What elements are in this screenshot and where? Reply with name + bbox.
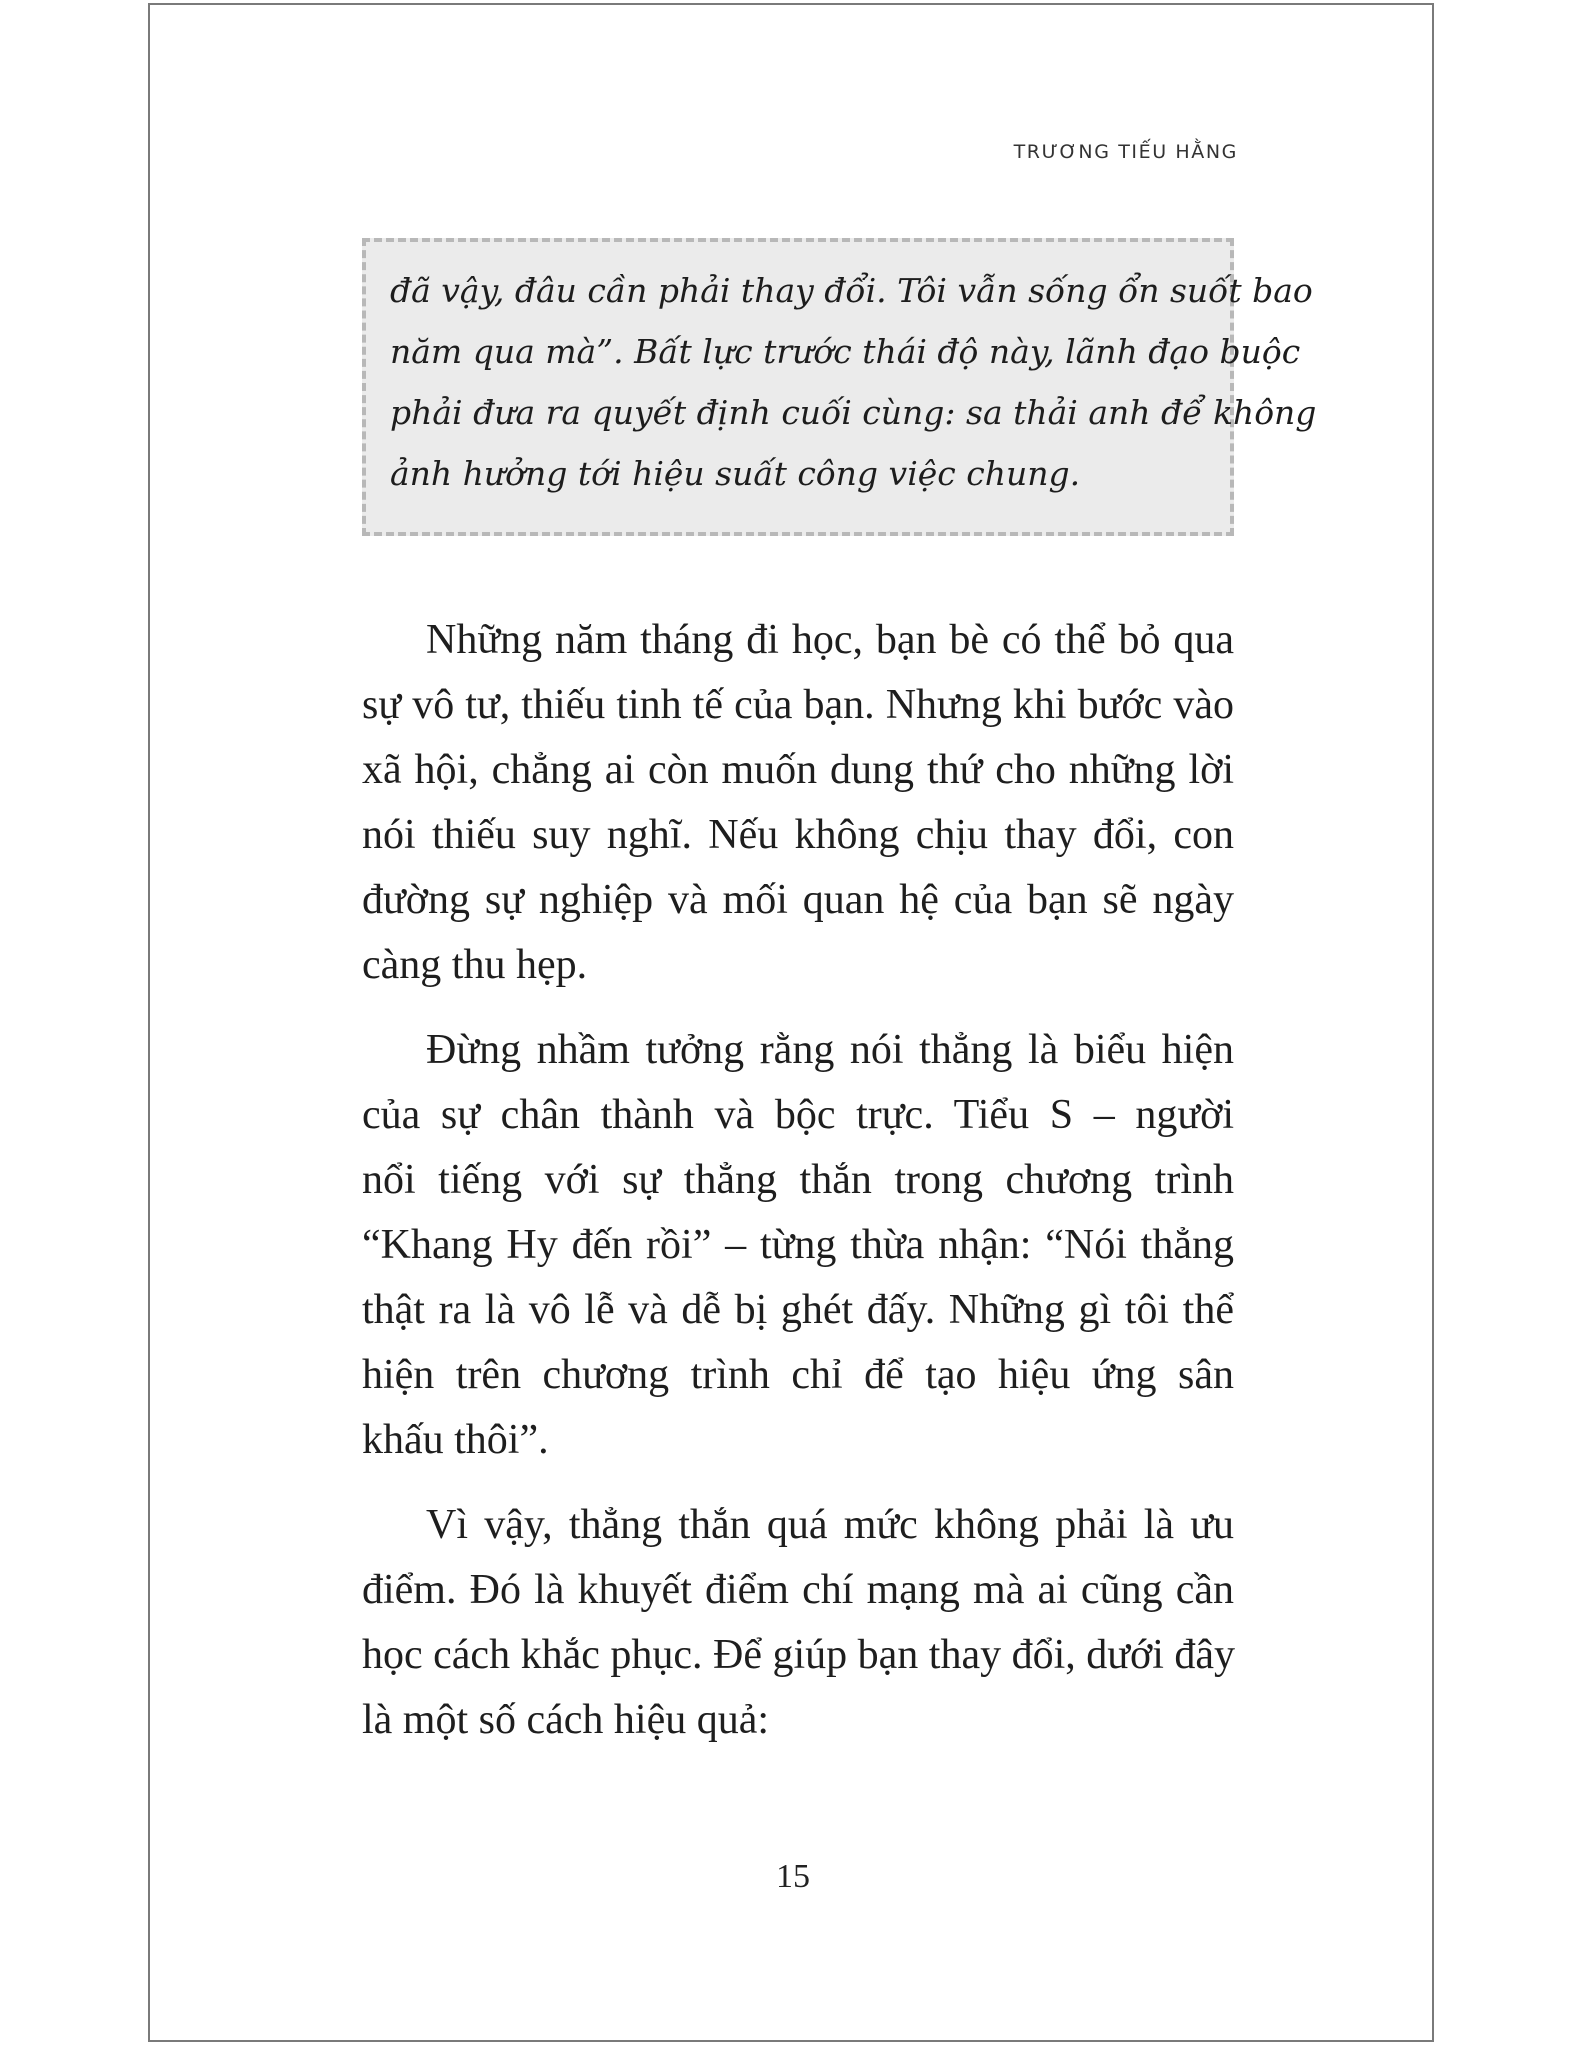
- quote-line: phải đưa ra quyết định cuối cùng: sa thải anh để không: [390, 393, 1317, 432]
- text-line: Đừng nhầm tưởng rằng nói thẳng là biểu hiện: [426, 1027, 1234, 1073]
- text-line: hiện trên chương trình chỉ để tạo hiệu ứng sân: [362, 1352, 1234, 1398]
- text-line: sự vô tư, thiếu tinh tế của bạn. Nhưng khi bước vào: [362, 682, 1234, 728]
- running-header: TRƯƠNG TIẾU HẰNG: [1013, 141, 1238, 163]
- text-line: “Khang Hy đến rồi” – từng thừa nhận: “Nói thẳng: [362, 1222, 1234, 1268]
- text-line: càng thu hẹp.: [362, 942, 588, 988]
- text-line: điểm. Đó là khuyết điểm chí mạng mà ai cũng cần: [362, 1567, 1234, 1613]
- paragraph: [362, 608, 1234, 998]
- text-line: thật ra là vô lễ và dễ bị ghét đấy. Những gì tôi thể: [362, 1287, 1234, 1333]
- text-line: nói thiếu suy nghĩ. Nếu không chịu thay đổi, con: [362, 812, 1234, 858]
- paragraph: [362, 1018, 1234, 1473]
- text-line: là một số cách hiệu quả:: [362, 1697, 770, 1743]
- text-line: nổi tiếng với sự thẳng thắn trong chương trình: [362, 1157, 1234, 1203]
- book-page: [148, 3, 1434, 2042]
- body-text: [362, 608, 1234, 1753]
- text-line: xã hội, chẳng ai còn muốn dung thứ cho những lời: [362, 747, 1234, 793]
- text-line: học cách khắc phục. Để giúp bạn thay đổi, dưới đây: [362, 1632, 1236, 1678]
- paragraph: [362, 1493, 1234, 1753]
- quote-line: năm qua mà”. Bất lực trước thái độ này, lãnh đạo buộc: [390, 332, 1301, 371]
- page-number: 15: [776, 1858, 810, 1895]
- text-line: Vì vậy, thẳng thắn quá mức không phải là ưu: [426, 1502, 1234, 1548]
- text-line: của sự chân thành và bộc trực. Tiểu S – người: [362, 1092, 1234, 1138]
- text-line: khấu thôi”.: [362, 1417, 549, 1463]
- quote-line: ảnh hưởng tới hiệu suất công việc chung.: [390, 454, 1081, 493]
- quote-line: đã vậy, đâu cần phải thay đổi. Tôi vẫn sống ổn suốt bao: [390, 271, 1313, 310]
- text-line: đường sự nghiệp và mối quan hệ của bạn sẽ ngày: [362, 877, 1234, 923]
- text-line: Những năm tháng đi học, bạn bè có thể bỏ qua: [426, 617, 1234, 663]
- quote-box: [362, 238, 1317, 536]
